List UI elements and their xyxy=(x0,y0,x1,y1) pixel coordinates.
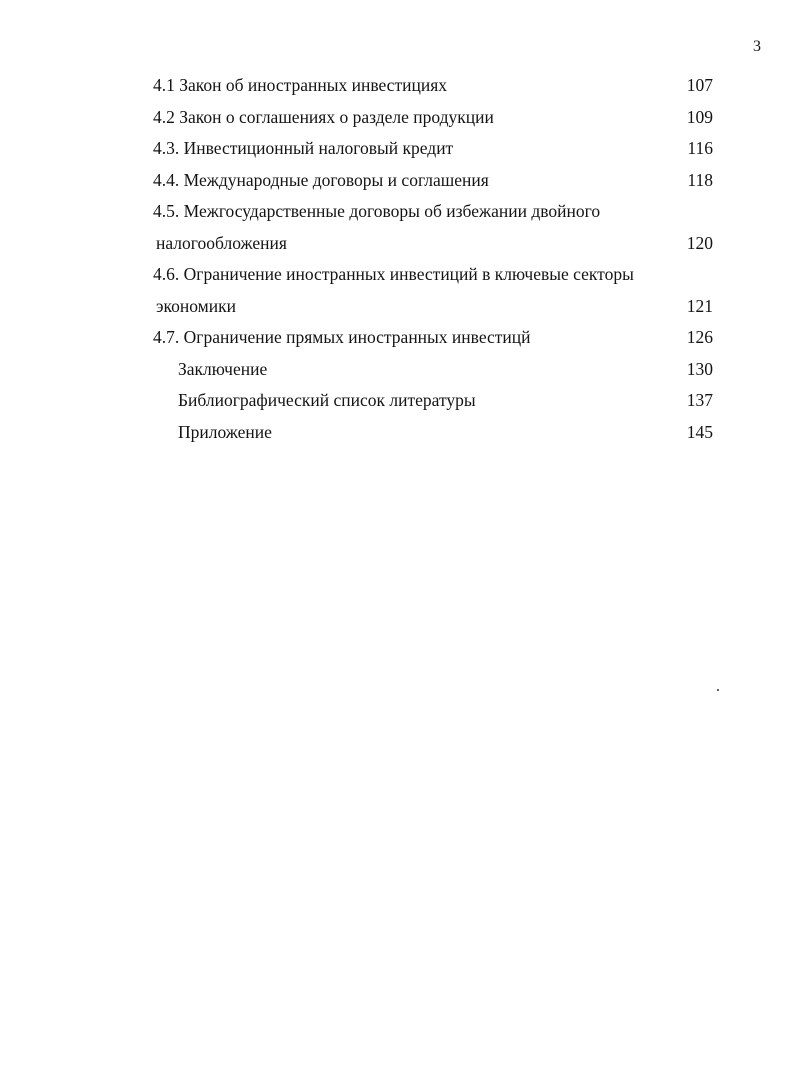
toc-entry xyxy=(153,259,713,291)
toc-entry-page: 116 xyxy=(687,138,713,158)
toc-entry xyxy=(153,322,713,354)
toc-entry-title: 4.5. Межгосударственные договоры об избежании двойного xyxy=(153,201,601,221)
toc-entry-title: Библиографический список литературы xyxy=(178,390,476,410)
toc-entry-page: 137 xyxy=(686,390,713,410)
toc-entry-title: 4.4. Международные договоры и соглашения xyxy=(153,169,489,190)
toc-entry-continuation xyxy=(153,228,713,260)
toc-entry-title: 4.6. Ограничение иностранных инвестиций в ключевые секторы xyxy=(153,264,634,284)
toc-entry-page: 121 xyxy=(686,295,713,316)
toc-entry-title: 4.7. Ограничение прямых иностранных инвестицй xyxy=(153,327,531,347)
toc-entry xyxy=(153,196,713,228)
toc-entry-page: 120 xyxy=(686,232,713,253)
toc-entry-continuation xyxy=(153,291,713,323)
toc-entry-page: 126 xyxy=(686,327,713,347)
toc-entry-title: 4.3. Инвестиционный налоговый кредит xyxy=(153,138,454,158)
toc-entry xyxy=(153,165,713,197)
toc-entry-page: 107 xyxy=(686,75,713,95)
toc-entry xyxy=(153,417,713,449)
toc-entry-title: Приложение xyxy=(178,421,272,442)
table-of-contents xyxy=(153,70,713,448)
toc-entry xyxy=(153,133,713,165)
scan-speck xyxy=(717,689,719,691)
toc-entry xyxy=(153,385,713,417)
toc-entry-page: 145 xyxy=(686,421,713,442)
toc-entry-title: Заключение xyxy=(178,358,268,379)
toc-entry-title: экономики xyxy=(156,295,236,316)
page-number: 3 xyxy=(753,38,761,55)
toc-entry xyxy=(153,102,713,134)
toc-entry-title: 4.1 Закон об иностранных инвестициях xyxy=(153,75,447,95)
toc-entry xyxy=(153,354,713,386)
toc-entry-title: налогообложения xyxy=(156,232,287,253)
toc-entry-title: 4.2 Закон о соглашениях о разделе продукции xyxy=(153,106,494,127)
toc-entry-page: 118 xyxy=(687,169,713,190)
toc-entry-page: 130 xyxy=(686,358,713,379)
toc-entry xyxy=(153,70,713,102)
toc-entry-page: 109 xyxy=(686,106,713,127)
